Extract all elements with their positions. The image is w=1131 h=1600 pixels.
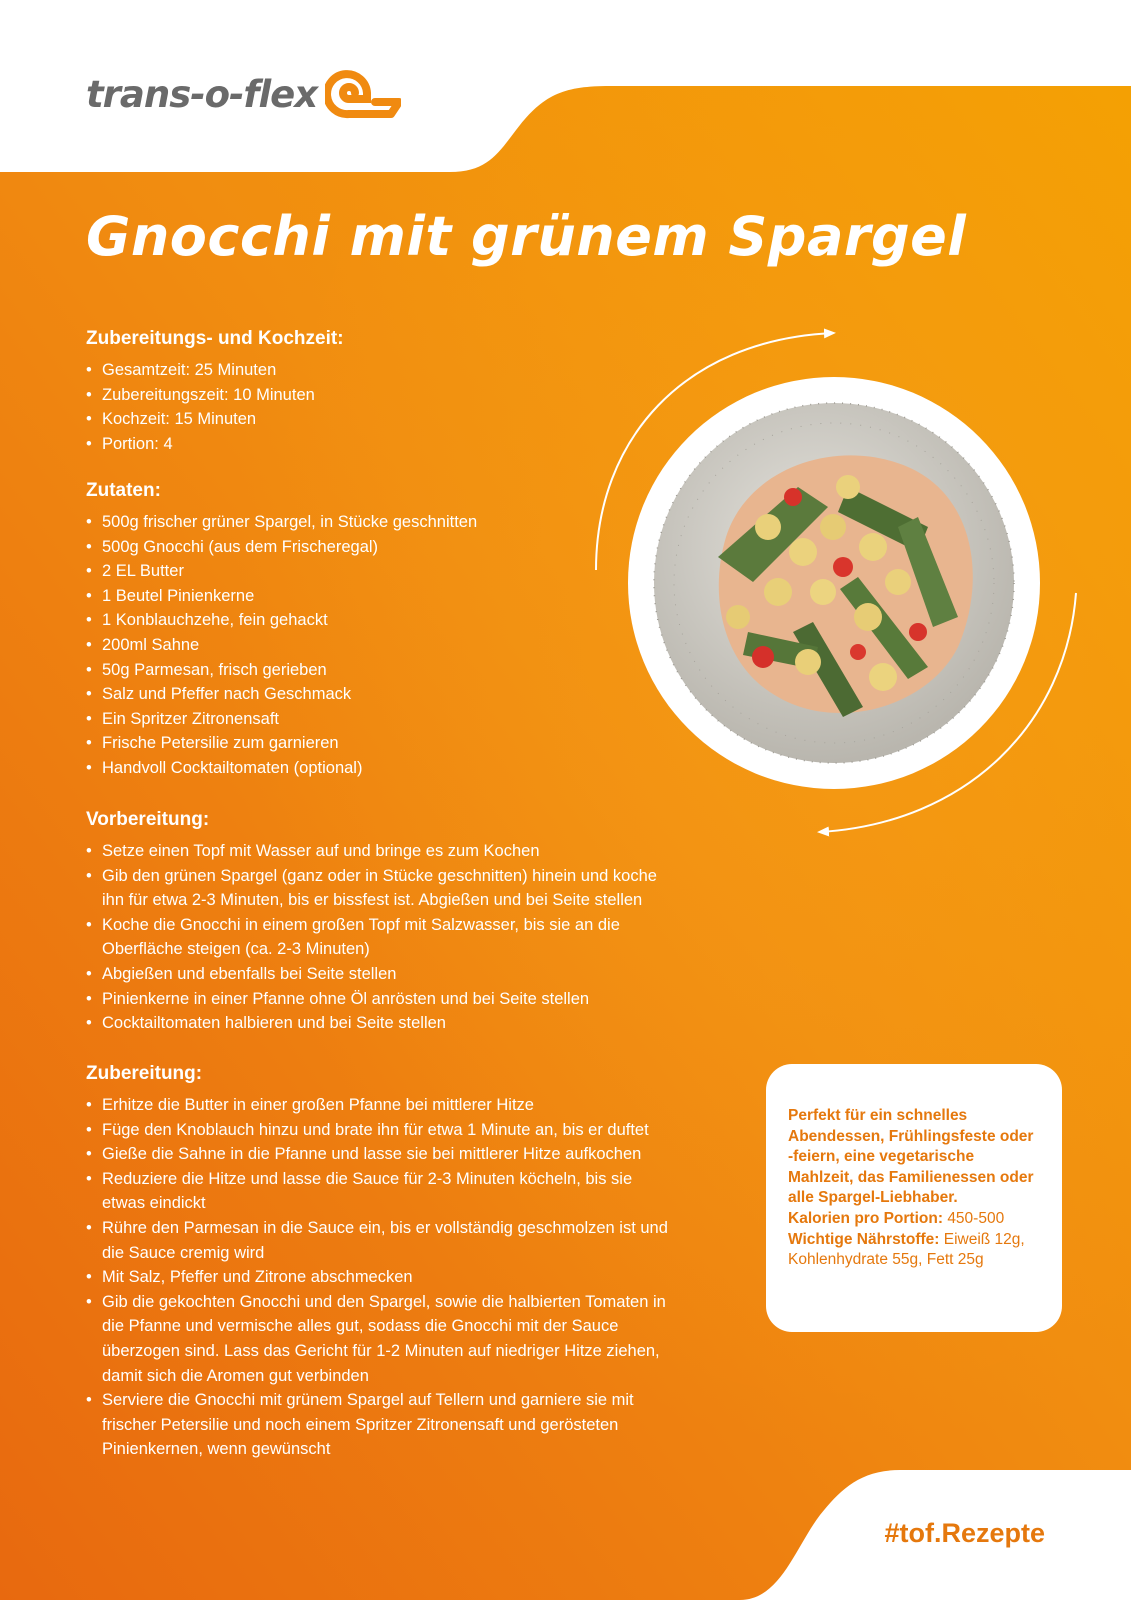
list-item: • Handvoll Cocktailtomaten (optional) <box>86 756 606 781</box>
list-item: • Ein Spritzer Zitronensaft <box>86 707 606 732</box>
list-item: • Gesamtzeit: 25 Minuten <box>86 358 606 383</box>
nutrients-value: Eiweiß 12g, Kohlenhydrate 55g, Fett 25g <box>788 1230 1025 1269</box>
nutrients-line <box>788 1230 1040 1271</box>
hashtag-text: #tof.Rezepte <box>884 1518 1045 1548</box>
list-item: • Füge den Knoblauch hinzu und brate ihn für etwa 1 Minute an, bis er duftet <box>86 1118 676 1143</box>
nutrients-label: Wichtige Nährstoffe: <box>788 1230 940 1248</box>
logo-swirl-icon <box>325 69 401 119</box>
info-card <box>766 1064 1062 1332</box>
info-intro-text: Perfekt für ein schnelles Abendessen, Frühlingsfeste oder -feiern, eine vegetarische Mahlzeit, das Familienessen oder alle Spargel-Liebhaber. <box>788 1107 1034 1207</box>
ingredients-heading: Zutaten: <box>86 480 161 501</box>
list-item: • Serviere die Gnocchi mit grünem Spargel auf Tellern und garniere sie mit frischer Petersilie und noch einem Spritzer Zitronensaft und gerösteten Pinienkernen, wenn gewünscht <box>86 1388 676 1462</box>
list-item: • Koche die Gnocchi in einem großen Topf mit Salzwasser, bis sie an die Oberfläche steigen (ca. 2-3 Minuten) <box>86 913 676 962</box>
calories-label: Kalorien pro Portion: <box>788 1209 943 1227</box>
time-section <box>86 326 606 456</box>
list-item: • Rühre den Parmesan in die Sauce ein, bis er vollständig geschmolzen ist und die Sauce cremig wird <box>86 1216 676 1265</box>
list-item: • Zubereitungszeit: 10 Minuten <box>86 383 606 408</box>
list-item: • Erhitze die Butter in einer großen Pfanne bei mittlerer Hitze <box>86 1093 676 1118</box>
list-item: • Portion: 4 <box>86 432 606 457</box>
dish-illustration <box>588 325 1078 845</box>
list-item: • 50g Parmesan, frisch gerieben <box>86 658 606 683</box>
preparation-list <box>86 839 676 1036</box>
list-item: • Salz und Pfeffer nach Geschmack <box>86 682 606 707</box>
calories-line <box>788 1209 1040 1230</box>
time-heading: Zubereitungs- und Kochzeit: <box>86 328 344 349</box>
list-item: • Gib den grünen Spargel (ganz oder in Stücke geschnitten) hinein und koche ihn für etwa 2-3 Minuten, bis er bissfest ist. Abgießen und bei Seite stellen <box>86 864 676 913</box>
list-item: • Abgießen und ebenfalls bei Seite stellen <box>86 962 676 987</box>
calories-value: 450-500 <box>947 1209 1005 1227</box>
list-item: • 2 EL Butter <box>86 559 606 584</box>
list-item: • 1 Konblauchzehe, fein gehackt <box>86 608 606 633</box>
list-item: • 1 Beutel Pinienkerne <box>86 584 606 609</box>
recipe-title: Gnocchi mit grünem Spargel <box>86 205 967 268</box>
list-item: • Pinienkerne in einer Pfanne ohne Öl anrösten und bei Seite stellen <box>86 987 676 1012</box>
list-item: • Frische Petersilie zum garnieren <box>86 731 606 756</box>
list-item: • Gib die gekochten Gnocchi und den Spargel, sowie die halbierten Tomaten in die Pfanne und vermische alles gut, sodass die Gnocchi mit der Sauce überzogen sind. Lass das Gericht für 1-2 Minuten auf niedriger Hitze ziehen, damit sich die Aromen gut verbinden <box>86 1290 676 1388</box>
list-item: • Gieße die Sahne in die Pfanne und lasse sie bei mittlerer Hitze aufkochen <box>86 1142 676 1167</box>
preparation-heading: Vorbereitung: <box>86 809 210 830</box>
cooking-heading: Zubereitung: <box>86 1063 203 1084</box>
trans-o-flex-logo <box>86 68 401 120</box>
list-item: • 500g frischer grüner Spargel, in Stücke geschnitten <box>86 510 606 535</box>
ingredients-section <box>86 478 606 781</box>
list-item: • 500g Gnocchi (aus dem Frischeregal) <box>86 535 606 560</box>
list-item: • Cocktailtomaten halbieren und bei Seite stellen <box>86 1011 676 1036</box>
list-item: • Setze einen Topf mit Wasser auf und bringe es zum Kochen <box>86 839 676 864</box>
time-list <box>86 358 606 456</box>
cooking-section <box>86 1061 676 1462</box>
logo-wordmark: trans-o-flex <box>86 72 318 116</box>
list-item: • Kochzeit: 15 Minuten <box>86 407 606 432</box>
list-item: • 200ml Sahne <box>86 633 606 658</box>
list-item: • Mit Salz, Pfeffer und Zitrone abschmecken <box>86 1265 676 1290</box>
ingredients-list <box>86 510 606 781</box>
gnocchi-plate-photo <box>628 377 1040 789</box>
list-item: • Reduziere die Hitze und lasse die Sauce für 2-3 Minuten köcheln, bis sie etwas eindickt <box>86 1167 676 1216</box>
cooking-list <box>86 1093 676 1462</box>
